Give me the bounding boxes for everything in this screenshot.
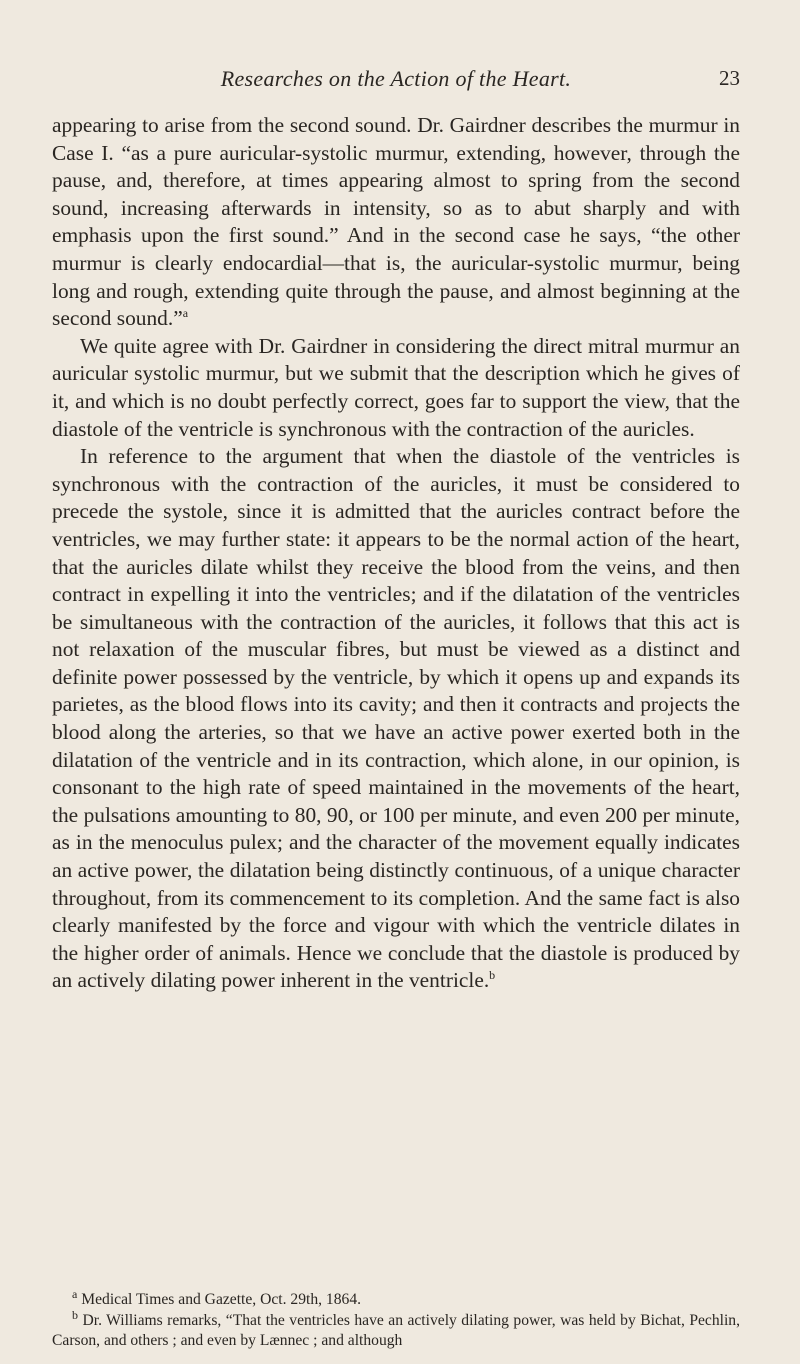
paragraph-text: In reference to the argument that when the diastole of the ventricles is synchronous with the contraction of the auricles, it must be considered to precede the systole, since it is admitted that the auricles contract before the ventricles, we may further state: it appears to be the normal action of the heart, that the auricles dilate whilst they receive the blood from the veins, and then contract in expelling it into the ventricles; and if the dilatation of the ventricles be simultaneous with the contraction of the auricles, it follows that this act is not relaxation of the muscular fibres, but must be viewed as a distinct and definite power possessed by the ventricle, by which it opens up and expands its parietes, as the blood flows into its cavity; and then it contracts and projects the blood along the arteries, so that we have an active power exerted both in the dilatation of the ventricle and in its contraction, which alone, in our opinion, is consonant to the high rate of speed maintained in the movements of the heart, the pulsations amounting to 80, 90, or 100 per minute, and even 200 per minute, as in the menoculus pulex; and the character of the movement equally indicates an active power, the dilatation being distinctly continuous, of a unique character throughout, from its commencement to its completion. And the same fact is also clearly manifested by the force and vigour with which the ventricle dilates in the higher order of animals. Hence we conclude that the diastole is produced by an actively dilating power inherent in the ventricle. <box>52 444 740 993</box>
running-title: Researches on the Action of the Heart. <box>220 66 572 91</box>
paragraph-text: appearing to arise from the second sound. Dr. Gairdner describes the murmur in Case I. “as a pure auricular-systolic murmur, extending, however, through the pause, and, therefore, at times appearing almost to spring from the second sound, increasing afterwards in intensity, so as to abut sharply and with emphasis upon the first sound.” And in the second case he says, “the other murmur is clearly endocardial—that is, the auricular-systolic murmur, being long and rough, extending quite through the pause, and almost beginning at the second sound.” <box>52 113 740 331</box>
footnote <box>52 1307 740 1352</box>
footnote <box>52 1286 740 1311</box>
footnote-mark: b <box>72 1307 78 1322</box>
body-text <box>52 112 740 995</box>
footnote-reference: b <box>489 968 496 983</box>
footnote-text: Dr. Williams remarks, “That the ventricles have an actively dilating power, was held by Bichat, Pechlin, Carson, and others ; and even by Lænnec ; and although <box>52 1311 740 1349</box>
paragraph <box>52 443 740 995</box>
page-number: 23 <box>719 66 740 90</box>
footnote-reference: a <box>182 306 189 321</box>
paragraph-text: We quite agree with Dr. Gairdner in considering the direct mitral murmur an auricular systolic murmur, but we submit that the description which he gives of it, and which is no doubt perfectly correct, goes far to support the view, that the diastole of the ventricle is synchronous with the contraction of the auricles. <box>52 333 740 441</box>
paragraph <box>52 112 740 333</box>
footnotes <box>52 1286 740 1352</box>
paragraph <box>52 333 740 443</box>
footnote-mark: a <box>72 1286 78 1301</box>
footnote-text: Medical Times and Gazette, Oct. 29th, 1864. <box>81 1291 362 1308</box>
running-head <box>52 66 740 94</box>
